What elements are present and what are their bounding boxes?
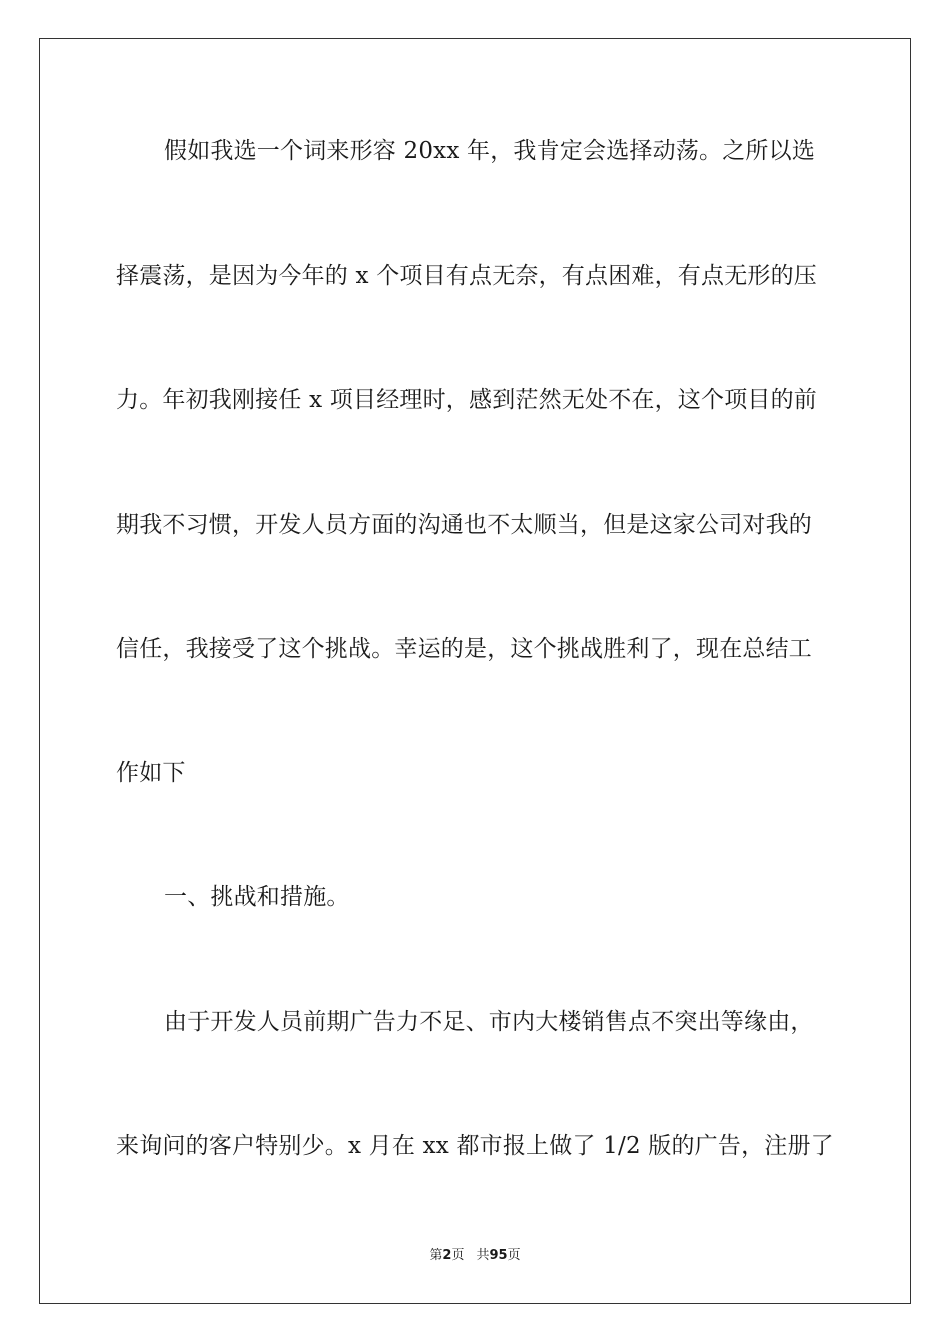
- paragraph-line-6: 作如下: [116, 760, 186, 786]
- total-prefix: 共: [476, 1248, 490, 1263]
- section-heading: 一、挑战和措施。: [164, 884, 350, 910]
- page-border: [39, 38, 911, 1304]
- paragraph-line-8: 来询问的客户特别少。x 月在 xx 都市报上做了 1/2 版的广告，注册了: [116, 1133, 834, 1159]
- page-prefix: 第: [429, 1248, 443, 1263]
- page-footer: [0, 1247, 950, 1265]
- paragraph-line-2: 择震荡，是因为今年的 x 个项目有点无奈，有点困难，有点无形的压: [116, 263, 817, 289]
- paragraph-line-7: 由于开发人员前期广告力不足、市内大楼销售点不突出等缘由，: [164, 1009, 814, 1035]
- page-suffix: 页: [451, 1248, 465, 1263]
- paragraph-line-5: 信任，我接受了这个挑战。幸运的是，这个挑战胜利了，现在总结工: [116, 636, 812, 662]
- total-suffix: 页: [507, 1248, 521, 1263]
- total-pages: 95: [489, 1248, 508, 1263]
- paragraph-line-1: 假如我选一个词来形容 20xx 年，我肯定会选择动荡。之所以选: [164, 138, 816, 164]
- paragraph-line-3: 力。年初我刚接任 x 项目经理时，感到茫然无处不在，这个项目的前: [116, 387, 817, 413]
- page-number: 2: [442, 1248, 452, 1263]
- paragraph-line-4: 期我不习惯，开发人员方面的沟通也不太顺当，但是这家公司对我的: [116, 512, 812, 538]
